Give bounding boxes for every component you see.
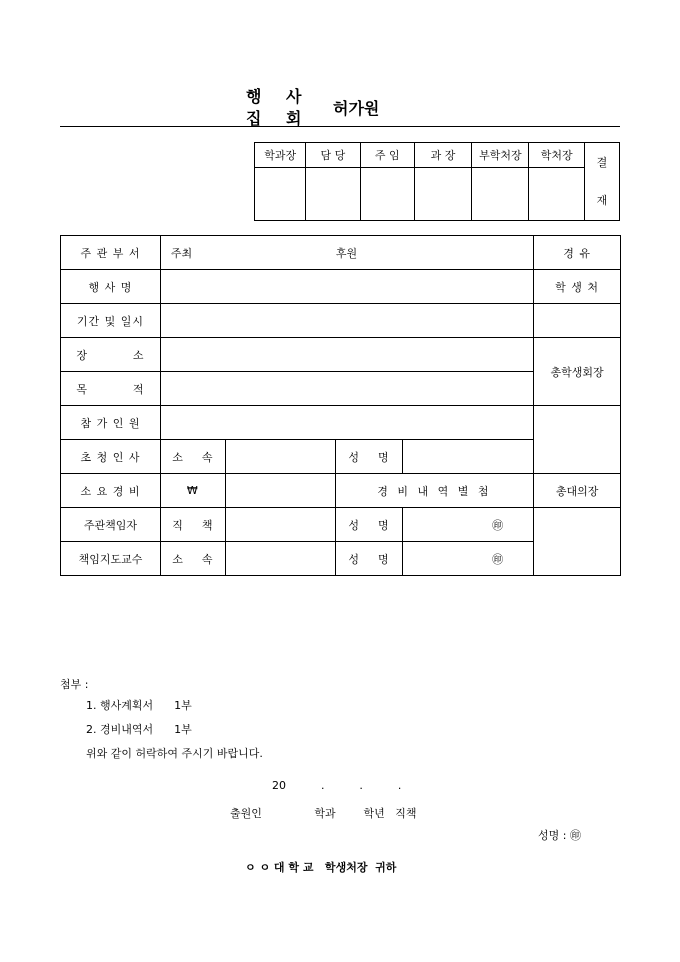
organizer-field[interactable]	[160, 236, 533, 270]
approval-sign-1[interactable]	[255, 168, 306, 221]
professor-affiliation-field[interactable]	[225, 542, 335, 576]
sponsor-label: 후원	[335, 247, 358, 260]
student-council-label: 총학생회장	[534, 338, 621, 406]
invited-name-field[interactable]	[403, 440, 534, 474]
approval-sign-2[interactable]	[306, 168, 360, 221]
approval-side-label	[584, 143, 619, 221]
period-field[interactable]	[160, 304, 533, 338]
approval-head-5: 부학처장	[472, 143, 529, 168]
student-council-sign[interactable]	[534, 406, 621, 474]
approval-head-2: 담 당	[306, 143, 360, 168]
manager-position-label: 직 책	[160, 508, 225, 542]
approval-side-char-1: 결	[596, 155, 608, 169]
attachment-title: 첨부 :	[60, 678, 89, 691]
request-text: 위와 같이 허락하여 주시기 바랍니다.	[86, 747, 263, 760]
invited-label: 초 청 인 사	[61, 440, 161, 474]
professor-label: 책임지도교수	[61, 542, 161, 576]
approval-head-4: 과 장	[414, 143, 471, 168]
main-form-table	[60, 235, 621, 576]
addressee: ㅇ ㅇ 대 학 교 학생처장 귀하	[245, 861, 397, 874]
invited-affiliation-label: 소 속	[160, 440, 225, 474]
approval-sign-5[interactable]	[472, 168, 529, 221]
period-label: 기간 및 일시	[61, 304, 161, 338]
approval-sign-4[interactable]	[414, 168, 471, 221]
title-char-sa: 사	[286, 87, 302, 106]
approval-head-3: 주 임	[360, 143, 414, 168]
event-name-field[interactable]	[160, 270, 533, 304]
place-label: 장 소	[61, 338, 161, 372]
title-suffix: 허가원	[333, 99, 380, 118]
date-line: 20 . . .	[272, 779, 402, 792]
attachment-item-1: 1. 행사계획서 1부	[86, 699, 192, 712]
event-name-label: 행 사 명	[61, 270, 161, 304]
cost-label: 소 요 경 비	[61, 474, 161, 508]
invited-name-label: 성 명	[335, 440, 403, 474]
signature-line: 성명 : ㊞	[538, 829, 581, 842]
manager-seal-mark: ㊞	[492, 518, 504, 532]
professor-seal-mark: ㊞	[492, 552, 504, 566]
purpose-label: 목 적	[61, 372, 161, 406]
participants-field[interactable]	[160, 406, 533, 440]
approval-table	[254, 142, 620, 221]
participants-label: 참 가 인 원	[61, 406, 161, 440]
cost-detail-label: 경 비 내 역 별 첨	[335, 474, 534, 508]
approval-sign-3[interactable]	[360, 168, 414, 221]
title-char-haeng: 행	[246, 87, 262, 106]
professor-name-field[interactable]	[403, 542, 534, 576]
professor-name-label: 성 명	[335, 542, 403, 576]
manager-name-field[interactable]	[403, 508, 534, 542]
manager-position-field[interactable]	[225, 508, 335, 542]
place-field[interactable]	[160, 338, 533, 372]
won-symbol: ₩	[160, 474, 225, 508]
professor-affiliation-label: 소 속	[160, 542, 225, 576]
approval-side-char-2: 재	[596, 193, 608, 207]
invited-affiliation-field[interactable]	[225, 440, 335, 474]
applicant-line: 출원인 학과 학년 직책	[230, 807, 417, 820]
student-office-sign[interactable]	[534, 304, 621, 338]
title-char-hoe: 회	[286, 109, 302, 128]
cost-amount-field[interactable]	[225, 474, 335, 508]
title-char-jip: 집	[246, 109, 262, 128]
organizer-label: 주 관 부 서	[61, 236, 161, 270]
via-label: 경 유	[534, 236, 621, 270]
approval-head-6: 학처장	[529, 143, 584, 168]
host-label: 주최	[170, 247, 193, 260]
manager-name-label: 성 명	[335, 508, 403, 542]
title-underline	[60, 126, 620, 127]
student-office-label: 학 생 처	[534, 270, 621, 304]
manager-label: 주관책임자	[61, 508, 161, 542]
attachment-item-2: 2. 경비내역서 1부	[86, 723, 192, 736]
approval-sign-6[interactable]	[529, 168, 584, 221]
representative-sign[interactable]	[534, 508, 621, 576]
purpose-field[interactable]	[160, 372, 533, 406]
approval-head-1: 학과장	[255, 143, 306, 168]
representative-label: 총대의장	[534, 474, 621, 508]
